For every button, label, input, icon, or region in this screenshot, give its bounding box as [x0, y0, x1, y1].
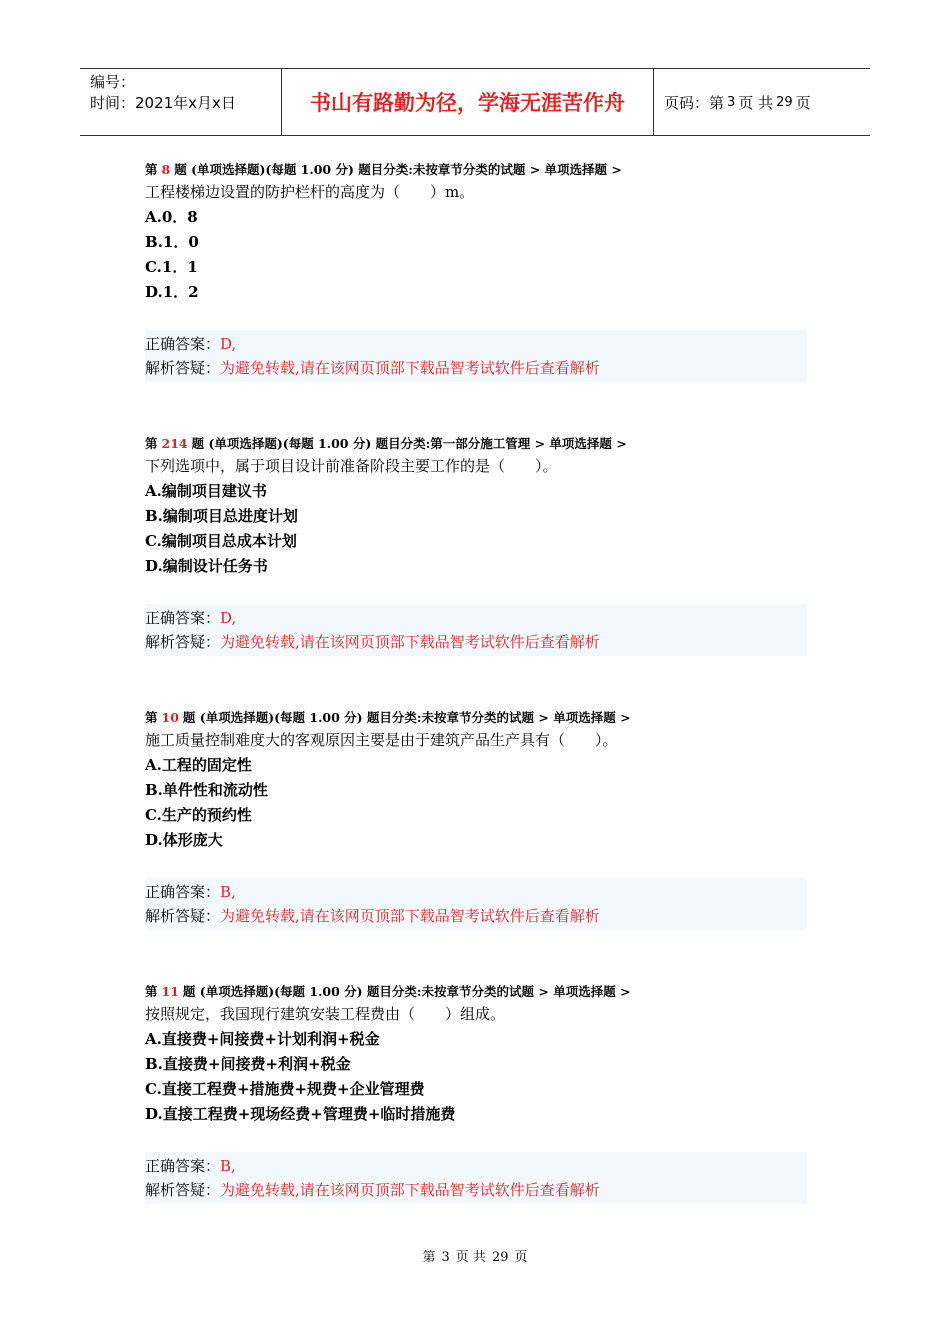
question-text: 施工质量控制难度大的客观原因主要是由于建筑产品生产具有（ ）。: [145, 731, 618, 749]
option-c: C.1．1: [145, 258, 198, 276]
answer-box: [145, 604, 807, 656]
answer-line: [145, 606, 807, 630]
answer-value: D,: [220, 609, 237, 627]
question-header: [145, 982, 807, 1002]
page-current: 3: [727, 94, 736, 110]
analysis-label: 解析答疑：: [145, 359, 221, 377]
option-d: D.体形庞大: [145, 831, 223, 849]
page-footer: [0, 1246, 950, 1265]
page-mid: 页 共: [738, 93, 774, 112]
footer-prefix: 第: [422, 1250, 436, 1265]
answer-value: D,: [220, 335, 237, 353]
footer-current: 3: [441, 1250, 450, 1265]
analysis-label: 解析答疑：: [145, 1181, 221, 1199]
analysis-line: [145, 356, 807, 380]
header-motto: 书山有路勤为径，学海无涯苦作舟: [282, 69, 654, 135]
answer-value: B,: [220, 1157, 236, 1175]
option-d: D.直接工程费+现场经费+管理费+临时措施费: [145, 1105, 456, 1123]
question-2: [145, 434, 807, 656]
question-header: [145, 160, 807, 180]
option-c: C.生产的预约性: [145, 806, 252, 824]
time-label: 时间：2021年x月x日: [90, 94, 236, 112]
question-meta: 题 (单项选择题)(每题 1.00 分) 题目分类:未按章节分类的试题 > 单项选择题 >: [174, 162, 622, 177]
option-d: D.1．2: [145, 283, 199, 301]
question-header: [145, 434, 807, 454]
question-meta: 题 (单项选择题)(每题 1.00 分) 题目分类:未按章节分类的试题 > 单项选择题 >: [182, 984, 631, 999]
option-a: A.0．8: [145, 208, 198, 226]
question-1: [145, 160, 807, 382]
page-header: [80, 68, 870, 136]
analysis-line: [145, 904, 807, 928]
option-b: B.1．0: [145, 233, 199, 251]
question-text: 下列选项中，属于项目设计前准备阶段主要工作的是（ ）。: [145, 457, 558, 475]
answer-line: [145, 332, 807, 356]
question-number: 8: [161, 162, 171, 177]
question-prefix: 第: [145, 162, 158, 177]
option-b: B.单件性和流动性: [145, 781, 268, 799]
analysis-value: 为避免转载,请在该网页顶部下载品智考试软件后查看解析: [220, 907, 600, 925]
analysis-value: 为避免转载,请在该网页顶部下载品智考试软件后查看解析: [220, 1181, 600, 1199]
option-a: A.编制项目建议书: [145, 482, 267, 500]
question-meta: 题 (单项选择题)(每题 1.00 分) 题目分类:第一部分施工管理 > 单项选择题 >: [191, 436, 627, 451]
answer-box: [145, 1152, 807, 1204]
option-c: C.直接工程费+措施费+规费+企业管理费: [145, 1080, 425, 1098]
question-text: 按照规定，我国现行建筑安装工程费由（ ）组成。: [145, 1005, 506, 1023]
question-prefix: 第: [145, 436, 158, 451]
header-page-info: [654, 69, 870, 135]
question-3: [145, 708, 807, 930]
footer-total: 29: [491, 1250, 509, 1265]
analysis-value: 为避免转载,请在该网页顶部下载品智考试软件后查看解析: [220, 359, 600, 377]
question-4: [145, 982, 807, 1204]
footer-suffix: 页: [514, 1250, 528, 1265]
question-header: [145, 708, 807, 728]
answer-label: 正确答案：: [145, 1157, 221, 1175]
analysis-line: [145, 630, 807, 654]
answer-box: [145, 878, 807, 930]
header-meta: [80, 69, 282, 135]
option-d: D.编制设计任务书: [145, 557, 268, 575]
question-meta: 题 (单项选择题)(每题 1.00 分) 题目分类:未按章节分类的试题 > 单项选择题 >: [182, 710, 631, 725]
question-text: 工程楼梯边设置的防护栏杆的高度为（ ）m。: [145, 183, 475, 201]
answer-value: B,: [220, 883, 236, 901]
option-b: B.编制项目总进度计划: [145, 507, 298, 525]
answer-line: [145, 1154, 807, 1178]
analysis-line: [145, 1178, 807, 1202]
answer-label: 正确答案：: [145, 883, 221, 901]
option-b: B.直接费+间接费+利润+税金: [145, 1055, 351, 1073]
option-a: A.工程的固定性: [145, 756, 252, 774]
analysis-label: 解析答疑：: [145, 907, 221, 925]
answer-label: 正确答案：: [145, 335, 221, 353]
analysis-label: 解析答疑：: [145, 633, 221, 651]
answer-box: [145, 330, 807, 382]
footer-mid: 页 共: [455, 1250, 486, 1265]
analysis-value: 为避免转载,请在该网页顶部下载品智考试软件后查看解析: [220, 633, 600, 651]
answer-label: 正确答案：: [145, 609, 221, 627]
question-prefix: 第: [145, 984, 158, 999]
question-number: 214: [161, 436, 188, 451]
question-number: 10: [161, 710, 179, 725]
page-suffix: 页: [795, 93, 811, 112]
answer-line: [145, 880, 807, 904]
code-label: 编号：: [90, 73, 136, 91]
page-prefix: 页码：第: [664, 93, 725, 112]
question-number: 11: [161, 984, 179, 999]
question-prefix: 第: [145, 710, 158, 725]
option-c: C.编制项目总成本计划: [145, 532, 297, 550]
page-total: 29: [776, 94, 793, 110]
option-a: A.直接费+间接费+计划利润+税金: [145, 1030, 380, 1048]
